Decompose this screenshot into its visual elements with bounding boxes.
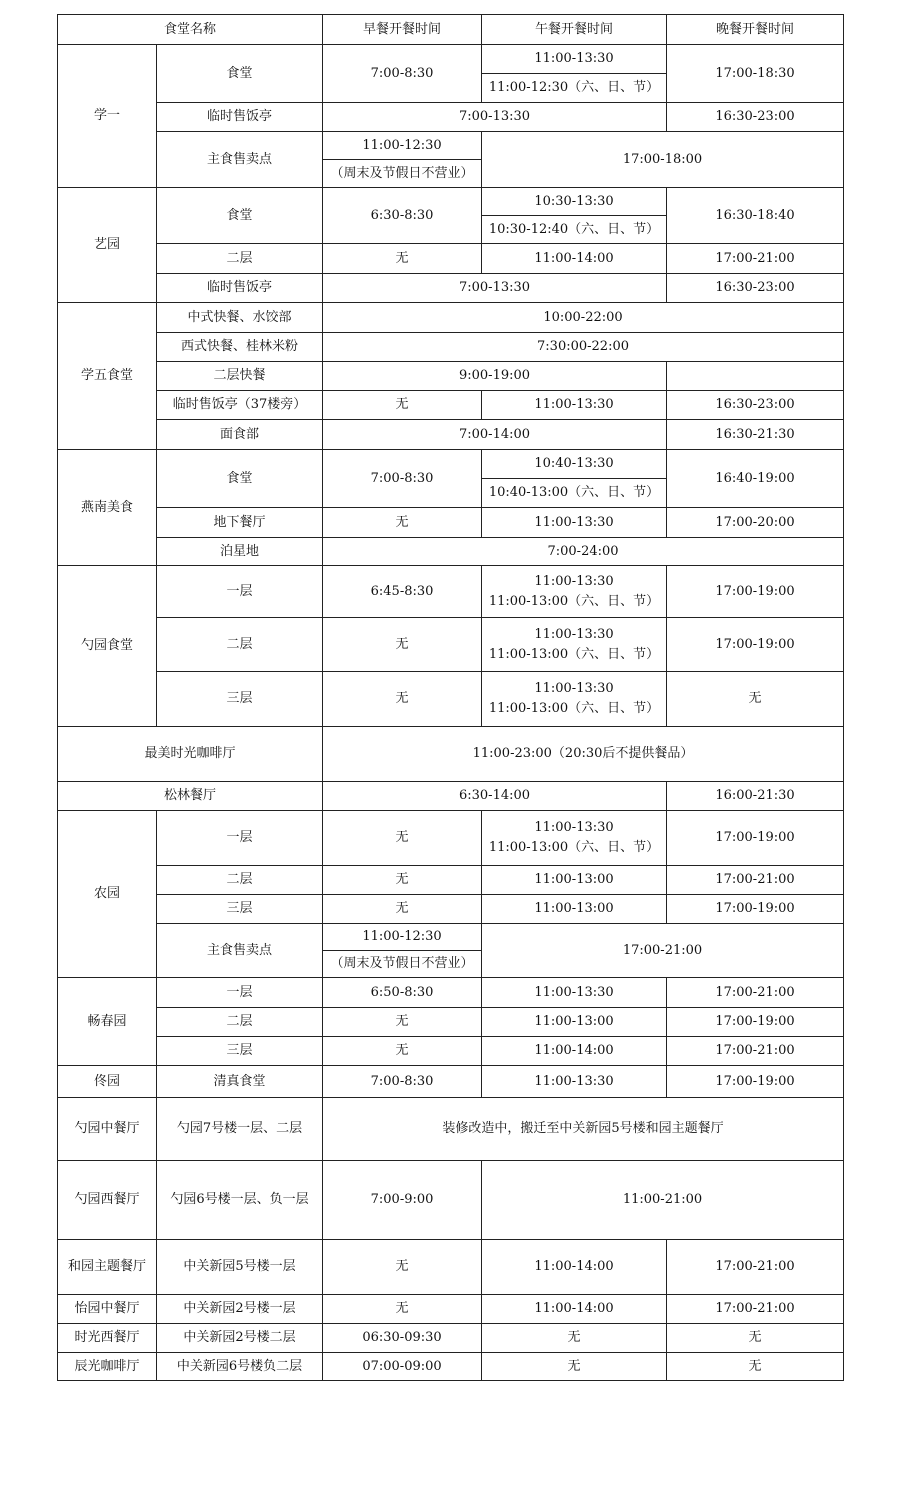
breakfast-time: 7:00-8:30	[323, 45, 482, 103]
table-row	[58, 566, 844, 618]
lunch-time: 11:00-14:00	[482, 1295, 667, 1324]
section-label: 一层	[157, 566, 323, 618]
staple-note: （周末及节假日不营业）	[323, 951, 482, 978]
dinner-time: 无	[667, 1353, 844, 1381]
location: 中关新园5号楼一层	[157, 1240, 323, 1295]
canteen-name: 勺园西餐厅	[58, 1161, 157, 1240]
section-label: 食堂	[157, 45, 323, 103]
day-time: 9:00-19:00	[323, 362, 667, 391]
lunch-time: 11:00-13:00	[482, 1008, 667, 1037]
table-row	[58, 978, 844, 1008]
lunch-time: 11:00-13:30	[482, 45, 667, 74]
dinner-time: 16:30-18:40	[667, 188, 844, 244]
section-label: 临时售饭亭	[157, 274, 323, 303]
canteen-name: 时光西餐厅	[58, 1324, 157, 1353]
breakfast-time: 无	[323, 1008, 482, 1037]
lunch-time: 11:00-14:00	[482, 1037, 667, 1066]
canteen-name: 怡园中餐厅	[58, 1295, 157, 1324]
canteen-name: 燕南美食	[58, 450, 157, 566]
section-label: 中式快餐、水饺部	[157, 303, 323, 333]
dinner-time: 17:00-21:00	[667, 1240, 844, 1295]
dinner-time: 17:00-21:00	[667, 978, 844, 1008]
lunch-time: 11:00-13:30	[482, 978, 667, 1008]
all-day-time: 7:30:00-22:00	[323, 333, 844, 362]
lunch-time: 10:30-13:30	[482, 188, 667, 216]
table-row	[58, 866, 844, 895]
location: 中关新园6号楼负二层	[157, 1353, 323, 1381]
lunch-time: 11:00-13:30	[534, 626, 614, 642]
breakfast-time: 无	[323, 391, 482, 420]
lunch-holiday-time: 11:00-13:00（六、日、节）	[488, 701, 660, 716]
canteen-name: 勺园中餐厅	[58, 1098, 157, 1161]
table-row	[58, 391, 844, 420]
breakfast-time: 6:45-8:30	[323, 566, 482, 618]
breakfast-time: 06:30-09:30	[323, 1324, 482, 1353]
dinner-time: 无	[667, 672, 844, 727]
breakfast-time: 无	[323, 1240, 482, 1295]
section-label: 西式快餐、桂林米粉	[157, 333, 323, 362]
table-row	[58, 333, 844, 362]
section-label: 地下餐厅	[157, 508, 323, 538]
dinner-time: 17:00-20:00	[667, 508, 844, 538]
canteen-name: 佟园	[58, 1066, 157, 1098]
lunch-time: 无	[482, 1353, 667, 1381]
lunch-holiday-time: 11:00-13:00（六、日、节）	[488, 593, 660, 609]
section-label: 二层	[157, 618, 323, 672]
breakfast-time: 无	[323, 1295, 482, 1324]
breakfast-time: 无	[323, 244, 482, 274]
lunch-times	[482, 811, 667, 866]
breakfast-time: 无	[323, 866, 482, 895]
table-row	[58, 420, 844, 450]
table-row	[58, 1066, 844, 1098]
canteen-name: 学一	[58, 45, 157, 188]
dinner-time: 17:00-19:00	[667, 1008, 844, 1037]
table-row	[58, 362, 844, 391]
section-label: 一层	[157, 978, 323, 1008]
afternoon-time: 17:00-21:00	[482, 924, 844, 978]
breakfast-time: 6:30-8:30	[323, 188, 482, 244]
dinner-time: 17:00-18:30	[667, 45, 844, 103]
lunch-time: 11:00-13:30	[482, 1066, 667, 1098]
lunch-times	[482, 566, 667, 618]
dinner-time: 17:00-19:00	[667, 566, 844, 618]
canteen-name: 畅春园	[58, 978, 157, 1066]
breakfast-time: 无	[323, 895, 482, 924]
location: 中关新园2号楼一层	[157, 1295, 323, 1324]
table-row	[58, 618, 844, 672]
dinner-time: 16:00-21:30	[667, 782, 844, 811]
breakfast-time: 无	[323, 672, 482, 727]
all-day-time: 10:00-22:00	[323, 303, 844, 333]
table-row	[58, 274, 844, 303]
dinner-time: 17:00-19:00	[667, 895, 844, 924]
location: 勺园7号楼一层、二层	[157, 1098, 323, 1161]
table-row	[58, 672, 844, 727]
lunch-time: 11:00-13:30	[534, 820, 614, 835]
dinner-time: 16:30-23:00	[667, 391, 844, 420]
breakfast-time: 无	[323, 618, 482, 672]
dinner-time: 17:00-19:00	[667, 811, 844, 866]
table-row	[58, 1240, 844, 1295]
dinner-time: 16:30-23:00	[667, 103, 844, 132]
dinner-time: 16:30-23:00	[667, 274, 844, 303]
lunch-holiday-time: 11:00-13:00（六、日、节）	[488, 840, 660, 855]
table-row	[58, 1353, 844, 1381]
lunch-time: 11:00-13:30	[534, 681, 614, 696]
table-row	[58, 103, 844, 132]
section-label: 临时售饭亭	[157, 103, 323, 132]
table-row	[58, 782, 844, 811]
section-label: 二层	[157, 866, 323, 895]
staple-note: （周末及节假日不营业）	[323, 160, 482, 188]
section-label: 面食部	[157, 420, 323, 450]
section-label: 三层	[157, 895, 323, 924]
all-day-time: 11:00-23:00（20:30后不提供餐品）	[323, 727, 844, 782]
header-lunch: 午餐开餐时间	[482, 15, 667, 45]
dinner-time	[667, 362, 844, 391]
staple-time: 11:00-12:30	[323, 924, 482, 951]
canteen-name: 农园	[58, 811, 157, 978]
table-row	[58, 244, 844, 274]
dinner-time: 17:00-19:00	[667, 1066, 844, 1098]
header-dinner: 晚餐开餐时间	[667, 15, 844, 45]
canteen-name: 辰光咖啡厅	[58, 1353, 157, 1381]
section-label: 主食售卖点	[157, 132, 323, 188]
lunch-time: 11:00-13:00	[482, 866, 667, 895]
header-name: 食堂名称	[58, 15, 323, 45]
dining-hours-table	[57, 14, 844, 1381]
section-label: 二层	[157, 244, 323, 274]
table-row	[58, 1037, 844, 1066]
table-row	[58, 188, 844, 216]
canteen-name: 学五食堂	[58, 303, 157, 450]
section-label: 三层	[157, 672, 323, 727]
table-row	[58, 1295, 844, 1324]
section-label: 临时售饭亭（37楼旁）	[157, 391, 323, 420]
lunch-holiday-time: 10:40-13:00（六、日、节）	[482, 479, 667, 508]
day-time: 7:00-14:00	[323, 420, 667, 450]
canteen-name: 松林餐厅	[58, 782, 323, 811]
breakfast-time: 7:00-8:30	[323, 1066, 482, 1098]
table-row	[58, 132, 844, 160]
breakfast-time: 7:00-9:00	[323, 1161, 482, 1240]
dinner-time: 17:00-19:00	[667, 618, 844, 672]
table-row	[58, 1098, 844, 1161]
dinner-time: 17:00-21:00	[667, 244, 844, 274]
section-label: 食堂	[157, 450, 323, 508]
breakfast-time: 无	[323, 1037, 482, 1066]
breakfast-time: 无	[323, 811, 482, 866]
canteen-name: 和园主题餐厅	[58, 1240, 157, 1295]
canteen-name: 勺园食堂	[58, 566, 157, 727]
breakfast-time: 6:50-8:30	[323, 978, 482, 1008]
section-label: 清真食堂	[157, 1066, 323, 1098]
table-row	[58, 924, 844, 951]
location: 勺园6号楼一层、负一层	[157, 1161, 323, 1240]
table-row	[58, 1161, 844, 1240]
table-row	[58, 303, 844, 333]
lunch-times	[482, 672, 667, 727]
breakfast-time: 无	[323, 508, 482, 538]
dinner-time: 16:30-21:30	[667, 420, 844, 450]
lunch-holiday-time: 10:30-12:40（六、日、节）	[482, 216, 667, 244]
header-breakfast: 早餐开餐时间	[323, 15, 482, 45]
table-row	[58, 1324, 844, 1353]
rest-time: 11:00-21:00	[482, 1161, 844, 1240]
dinner-time: 17:00-21:00	[667, 1295, 844, 1324]
lunch-time: 11:00-13:30	[534, 573, 614, 589]
dinner-time: 16:40-19:00	[667, 450, 844, 508]
lunch-holiday-time: 11:00-13:00（六、日、节）	[488, 646, 660, 662]
dinner-time: 17:00-21:00	[667, 1037, 844, 1066]
table-header-row	[58, 15, 844, 45]
lunch-time: 11:00-13:30	[482, 508, 667, 538]
section-label: 二层	[157, 1008, 323, 1037]
lunch-time: 无	[482, 1324, 667, 1353]
lunch-time: 11:00-14:00	[482, 1240, 667, 1295]
lunch-time: 11:00-14:00	[482, 244, 667, 274]
table-row	[58, 508, 844, 538]
table-row	[58, 450, 844, 479]
afternoon-time: 17:00-18:00	[482, 132, 844, 188]
section-label: 二层快餐	[157, 362, 323, 391]
table-row	[58, 895, 844, 924]
table-row	[58, 1008, 844, 1037]
lunch-time: 10:40-13:30	[482, 450, 667, 479]
table-row	[58, 811, 844, 866]
lunch-holiday-time: 11:00-12:30（六、日、节）	[482, 74, 667, 103]
day-time: 6:30-14:00	[323, 782, 667, 811]
table-row	[58, 538, 844, 566]
section-label: 泊星地	[157, 538, 323, 566]
lunch-times	[482, 618, 667, 672]
location: 中关新园2号楼二层	[157, 1324, 323, 1353]
table-row	[58, 727, 844, 782]
table-row	[58, 45, 844, 74]
section-label: 食堂	[157, 188, 323, 244]
breakfast-time: 7:00-8:30	[323, 450, 482, 508]
status-text: 装修改造中，搬迁至中关新园5号楼和园主题餐厅	[323, 1098, 844, 1161]
section-label: 一层	[157, 811, 323, 866]
lunch-time: 11:00-13:00	[482, 895, 667, 924]
breakfast-time: 07:00-09:00	[323, 1353, 482, 1381]
dinner-time: 17:00-21:00	[667, 866, 844, 895]
staple-time: 11:00-12:30	[323, 132, 482, 160]
all-day-time: 7:00-24:00	[323, 538, 844, 566]
section-label: 主食售卖点	[157, 924, 323, 978]
dinner-time: 无	[667, 1324, 844, 1353]
lunch-time: 11:00-13:30	[482, 391, 667, 420]
canteen-name: 最美时光咖啡厅	[58, 727, 323, 782]
day-time: 7:00-13:30	[323, 103, 667, 132]
section-label: 三层	[157, 1037, 323, 1066]
canteen-name: 艺园	[58, 188, 157, 303]
day-time: 7:00-13:30	[323, 274, 667, 303]
